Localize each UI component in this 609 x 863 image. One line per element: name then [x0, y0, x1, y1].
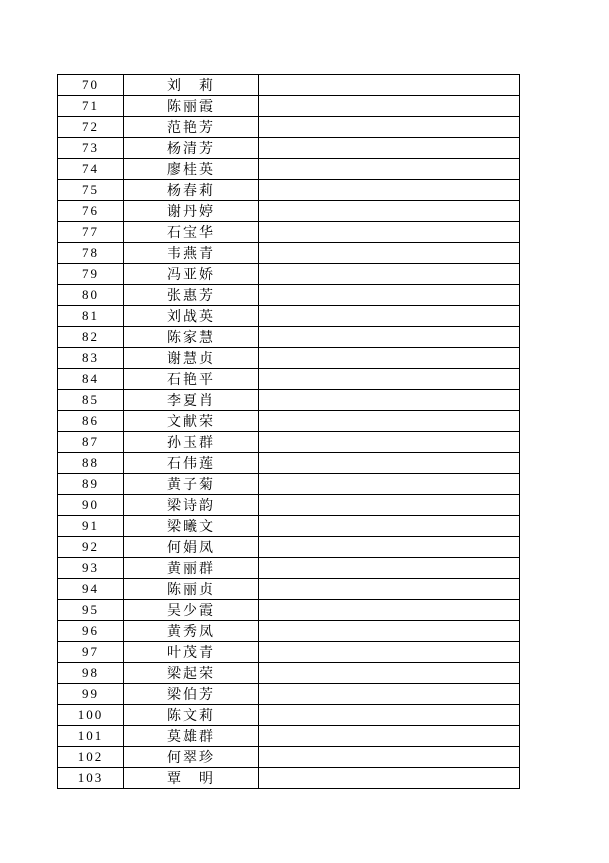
- empty-cell: [259, 96, 520, 117]
- table-row: [58, 600, 520, 621]
- person-name-cell: 黄子菊: [124, 474, 259, 495]
- table-row: [58, 285, 520, 306]
- person-name-cell: 梁诗韵: [124, 495, 259, 516]
- person-name-cell: 覃 明: [124, 768, 259, 789]
- table-row: [58, 579, 520, 600]
- table-row: [58, 243, 520, 264]
- row-number-cell: 91: [58, 516, 124, 537]
- person-name-cell: 石艳平: [124, 369, 259, 390]
- empty-cell: [259, 369, 520, 390]
- empty-cell: [259, 516, 520, 537]
- table-row: [58, 159, 520, 180]
- empty-cell: [259, 264, 520, 285]
- person-name-cell: 陈丽贞: [124, 579, 259, 600]
- table-row: [58, 327, 520, 348]
- empty-cell: [259, 726, 520, 747]
- empty-cell: [259, 327, 520, 348]
- row-number-cell: 95: [58, 600, 124, 621]
- row-number-cell: 86: [58, 411, 124, 432]
- person-name-cell: 黄丽群: [124, 558, 259, 579]
- empty-cell: [259, 642, 520, 663]
- empty-cell: [259, 285, 520, 306]
- roster-body: [58, 75, 520, 789]
- row-number-cell: 82: [58, 327, 124, 348]
- table-row: [58, 117, 520, 138]
- table-row: [58, 180, 520, 201]
- empty-cell: [259, 558, 520, 579]
- person-name-cell: 孙玉群: [124, 432, 259, 453]
- empty-cell: [259, 495, 520, 516]
- empty-cell: [259, 621, 520, 642]
- row-number-cell: 78: [58, 243, 124, 264]
- person-name-cell: 范艳芳: [124, 117, 259, 138]
- row-number-cell: 71: [58, 96, 124, 117]
- person-name-cell: 吴少霞: [124, 600, 259, 621]
- row-number-cell: 98: [58, 663, 124, 684]
- empty-cell: [259, 705, 520, 726]
- person-name-cell: 何翠珍: [124, 747, 259, 768]
- name-roster-table: [57, 74, 520, 789]
- table-row: [58, 621, 520, 642]
- empty-cell: [259, 411, 520, 432]
- table-row: [58, 768, 520, 789]
- person-name-cell: 莫雄群: [124, 726, 259, 747]
- table-row: [58, 369, 520, 390]
- table-row: [58, 264, 520, 285]
- empty-cell: [259, 243, 520, 264]
- person-name-cell: 黄秀凤: [124, 621, 259, 642]
- row-number-cell: 90: [58, 495, 124, 516]
- table-row: [58, 747, 520, 768]
- person-name-cell: 杨清芳: [124, 138, 259, 159]
- person-name-cell: 叶茂青: [124, 642, 259, 663]
- row-number-cell: 80: [58, 285, 124, 306]
- row-number-cell: 76: [58, 201, 124, 222]
- empty-cell: [259, 684, 520, 705]
- empty-cell: [259, 474, 520, 495]
- empty-cell: [259, 348, 520, 369]
- row-number-cell: 72: [58, 117, 124, 138]
- row-number-cell: 70: [58, 75, 124, 96]
- row-number-cell: 77: [58, 222, 124, 243]
- table-row: [58, 96, 520, 117]
- table-row: [58, 390, 520, 411]
- empty-cell: [259, 537, 520, 558]
- person-name-cell: 刘战英: [124, 306, 259, 327]
- row-number-cell: 99: [58, 684, 124, 705]
- row-number-cell: 92: [58, 537, 124, 558]
- empty-cell: [259, 747, 520, 768]
- table-row: [58, 411, 520, 432]
- empty-cell: [259, 222, 520, 243]
- person-name-cell: 谢慧贞: [124, 348, 259, 369]
- row-number-cell: 88: [58, 453, 124, 474]
- empty-cell: [259, 306, 520, 327]
- table-row: [58, 558, 520, 579]
- table-row: [58, 474, 520, 495]
- person-name-cell: 梁伯芳: [124, 684, 259, 705]
- table-row: [58, 432, 520, 453]
- table-row: [58, 75, 520, 96]
- person-name-cell: 杨春莉: [124, 180, 259, 201]
- person-name-cell: 何娟凤: [124, 537, 259, 558]
- person-name-cell: 廖桂英: [124, 159, 259, 180]
- person-name-cell: 梁曦文: [124, 516, 259, 537]
- empty-cell: [259, 453, 520, 474]
- table-row: [58, 348, 520, 369]
- person-name-cell: 陈家慧: [124, 327, 259, 348]
- empty-cell: [259, 579, 520, 600]
- row-number-cell: 96: [58, 621, 124, 642]
- table-row: [58, 663, 520, 684]
- row-number-cell: 97: [58, 642, 124, 663]
- row-number-cell: 75: [58, 180, 124, 201]
- empty-cell: [259, 138, 520, 159]
- empty-cell: [259, 75, 520, 96]
- person-name-cell: 李夏肖: [124, 390, 259, 411]
- table-row: [58, 726, 520, 747]
- table-row: [58, 306, 520, 327]
- row-number-cell: 101: [58, 726, 124, 747]
- row-number-cell: 81: [58, 306, 124, 327]
- person-name-cell: 冯亚娇: [124, 264, 259, 285]
- person-name-cell: 石宝华: [124, 222, 259, 243]
- empty-cell: [259, 600, 520, 621]
- empty-cell: [259, 768, 520, 789]
- row-number-cell: 93: [58, 558, 124, 579]
- empty-cell: [259, 432, 520, 453]
- row-number-cell: 84: [58, 369, 124, 390]
- table-row: [58, 537, 520, 558]
- person-name-cell: 韦燕青: [124, 243, 259, 264]
- row-number-cell: 83: [58, 348, 124, 369]
- row-number-cell: 74: [58, 159, 124, 180]
- empty-cell: [259, 159, 520, 180]
- table-row: [58, 516, 520, 537]
- empty-cell: [259, 201, 520, 222]
- table-row: [58, 495, 520, 516]
- empty-cell: [259, 390, 520, 411]
- person-name-cell: 陈文莉: [124, 705, 259, 726]
- row-number-cell: 94: [58, 579, 124, 600]
- row-number-cell: 103: [58, 768, 124, 789]
- table-row: [58, 201, 520, 222]
- person-name-cell: 谢丹婷: [124, 201, 259, 222]
- table-row: [58, 705, 520, 726]
- row-number-cell: 102: [58, 747, 124, 768]
- person-name-cell: 梁起荣: [124, 663, 259, 684]
- row-number-cell: 73: [58, 138, 124, 159]
- table-row: [58, 453, 520, 474]
- table-row: [58, 222, 520, 243]
- table-row: [58, 684, 520, 705]
- empty-cell: [259, 663, 520, 684]
- person-name-cell: 文献荣: [124, 411, 259, 432]
- table-row: [58, 138, 520, 159]
- empty-cell: [259, 180, 520, 201]
- table-row: [58, 642, 520, 663]
- row-number-cell: 89: [58, 474, 124, 495]
- person-name-cell: 张惠芳: [124, 285, 259, 306]
- empty-cell: [259, 117, 520, 138]
- row-number-cell: 79: [58, 264, 124, 285]
- row-number-cell: 85: [58, 390, 124, 411]
- row-number-cell: 100: [58, 705, 124, 726]
- person-name-cell: 刘 莉: [124, 75, 259, 96]
- row-number-cell: 87: [58, 432, 124, 453]
- person-name-cell: 石伟莲: [124, 453, 259, 474]
- person-name-cell: 陈丽霞: [124, 96, 259, 117]
